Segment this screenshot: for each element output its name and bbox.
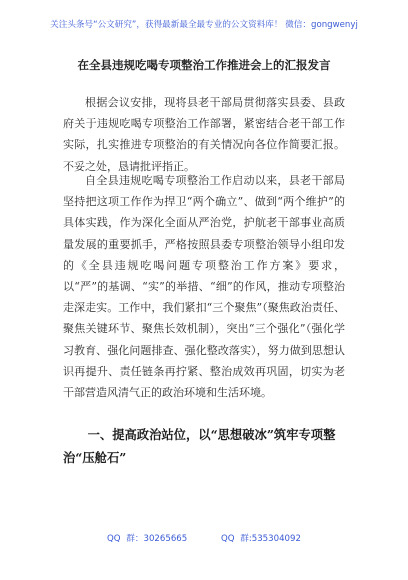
- paragraph-2: 自全县违规吃喝专项整治工作启动以来，县老干部局坚持把这项工作作为捍卫“两个确立”、做到“两个维护”的具体实践，作为深化全面从严治党，护航老干部事业高质量发展的重要抓手，严格按照县委专项整治领导小组印发的《全县违规吃喝问题专项整治工作方案》要求，以“严”的基调、“实”的举措、“细”的作风，推动专项整治走深走实。工作中，我们紧扣“三个聚焦”（聚焦政治责任、聚焦关键环节、聚焦长效机制），突出“三个强化”（强化学习教育、强化问题排查、强化整改落实），努力做到思想认识再提升、责任链条再拧紧、整治成效再巩固，切实为老干部营造风清气正的政治环境和生活环境。: [63, 174, 345, 400]
- footer: [0, 532, 408, 544]
- header-notice: 关注头条号“公文研究”，获得最新最全最专业的公文资料库！ 微信：gongwenyj: [50, 20, 358, 30]
- footer-qq-group-2: QQ 群:535304092: [220, 534, 301, 544]
- footer-qq-group-1: QQ 群：30265665: [107, 534, 188, 544]
- paragraph-1: 根据会议安排，现将县老干部局贯彻落实县委、县政府关于违规吃喝专项整治工作部署，紧密结合老干部工作实际，扎实推进专项整治的有关情况向各位作简要汇报。不妥之处，恳请批评指正。: [63, 96, 345, 173]
- document-title: 在全县违规吃喝专项整治工作推进会上的汇报发言: [77, 58, 331, 72]
- section-heading: 一、提高政治站位，以“思想破冰”筑牢专项整治“压舱石”: [63, 427, 336, 465]
